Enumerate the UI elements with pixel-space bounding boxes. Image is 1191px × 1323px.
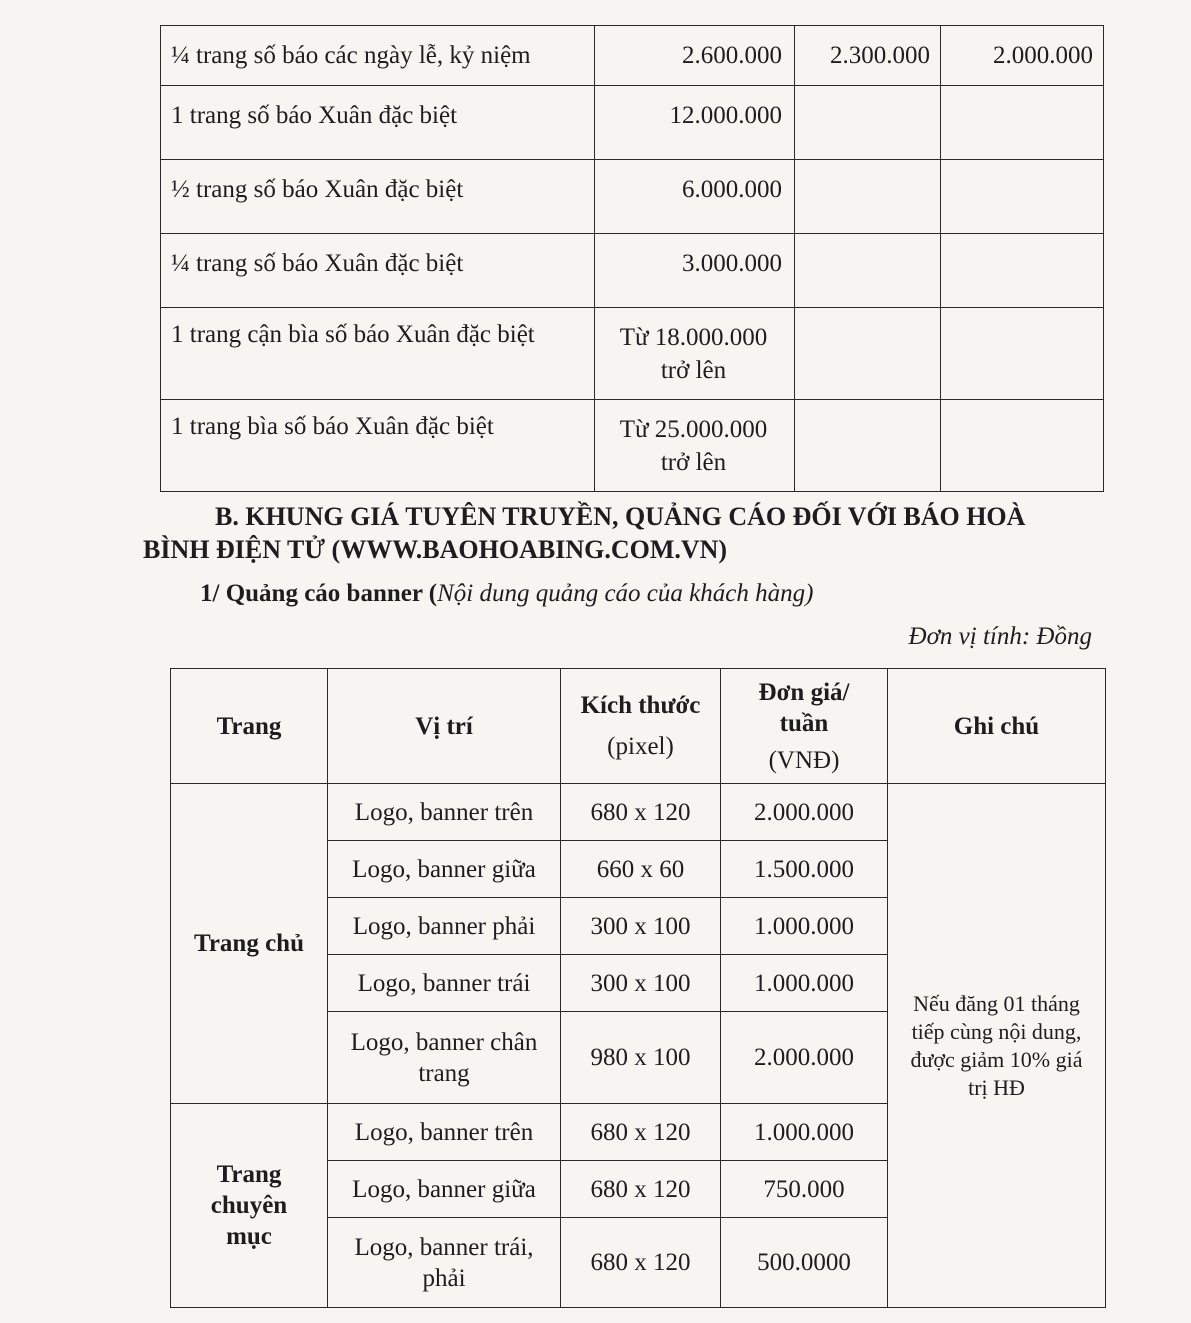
- empty-cell: [941, 400, 1104, 492]
- row-label: 1 trang số báo Xuân đặc biệt: [161, 86, 595, 160]
- page-group-line: Trang: [216, 1161, 282, 1188]
- header-size-unit: (pixel): [607, 733, 674, 760]
- table-row: [161, 160, 1104, 234]
- price-cell: 2.000.000: [721, 1012, 888, 1104]
- print-price-table: [160, 25, 1104, 492]
- table-row: [171, 784, 1106, 841]
- size-cell: 980 x 100: [561, 1012, 721, 1104]
- position-cell: [328, 1218, 561, 1308]
- subsection-title: [200, 580, 813, 608]
- note-line: Nếu đăng 01 tháng: [913, 990, 1080, 1016]
- position-cell: Logo, banner trên: [328, 1104, 561, 1161]
- section-heading: B. KHUNG GIÁ TUYÊN TRUYỀN, QUẢNG CÁO ĐỐI VỚI BÁO HOÀ: [215, 502, 1026, 531]
- size-cell: 300 x 100: [561, 955, 721, 1012]
- size-cell: 660 x 60: [561, 841, 721, 898]
- price-cell: 2.300.000: [795, 26, 941, 86]
- price-cell: 2.000.000: [721, 784, 888, 841]
- price-cell: 1.500.000: [721, 841, 888, 898]
- subsection-note: Nội dung quảng cáo của khách hàng): [437, 580, 814, 607]
- note-cell: [888, 784, 1106, 1308]
- unit-label: Đơn vị tính: Đồng: [908, 623, 1092, 650]
- price-line: trở lên: [660, 357, 727, 384]
- row-label: ¼ trang số báo các ngày lễ, kỷ niệm: [161, 26, 595, 86]
- empty-cell: [941, 234, 1104, 308]
- position-line: Logo, banner trái,: [354, 1233, 534, 1261]
- size-cell: 300 x 100: [561, 898, 721, 955]
- position-cell: [328, 1012, 561, 1104]
- page-group-cell: [171, 1104, 328, 1308]
- price-line: Từ 25.000.000: [619, 416, 768, 443]
- price-line: trở lên: [660, 449, 727, 476]
- table-header-row: [171, 669, 1106, 784]
- position-cell: Logo, banner giữa: [328, 1161, 561, 1218]
- page-group-line: chuyên: [210, 1192, 288, 1219]
- price-cell: 750.000: [721, 1161, 888, 1218]
- price-line: Từ 18.000.000: [619, 324, 768, 351]
- position-cell: Logo, banner phải: [328, 898, 561, 955]
- header-size: [561, 669, 721, 784]
- price-cell: 2.600.000: [595, 26, 795, 86]
- price-cell: 1.000.000: [721, 898, 888, 955]
- header-page: Trang: [171, 669, 328, 784]
- note-line: trị HĐ: [968, 1074, 1025, 1100]
- row-label: 1 trang cận bìa số báo Xuân đặc biệt: [161, 308, 595, 400]
- size-cell: 680 x 120: [561, 784, 721, 841]
- price-cell: 6.000.000: [595, 160, 795, 234]
- table-row: [161, 234, 1104, 308]
- price-cell: 3.000.000: [595, 234, 795, 308]
- price-cell: 2.000.000: [941, 26, 1104, 86]
- price-cell: [595, 308, 795, 400]
- empty-cell: [941, 308, 1104, 400]
- table-row: [161, 308, 1104, 400]
- price-cell: 1.000.000: [721, 955, 888, 1012]
- header-position: Vị trí: [328, 669, 561, 784]
- row-label: ¼ trang số báo Xuân đặc biệt: [161, 234, 595, 308]
- header-size-line: Kích thước: [580, 692, 701, 719]
- empty-cell: [795, 160, 941, 234]
- price-cell: [595, 400, 795, 492]
- empty-cell: [941, 160, 1104, 234]
- header-price-line: tuần: [779, 709, 829, 737]
- position-cell: Logo, banner trên: [328, 784, 561, 841]
- table-row: [161, 86, 1104, 160]
- empty-cell: [795, 400, 941, 492]
- table-row: [161, 400, 1104, 492]
- note-line: được giảm 10% giá: [910, 1046, 1083, 1072]
- position-cell: Logo, banner trái: [328, 955, 561, 1012]
- empty-cell: [941, 86, 1104, 160]
- position-cell: Logo, banner giữa: [328, 841, 561, 898]
- position-line: Logo, banner chân: [350, 1028, 538, 1056]
- header-note: Ghi chú: [888, 669, 1106, 784]
- empty-cell: [795, 234, 941, 308]
- table-row: [161, 26, 1104, 86]
- header-price-line: Đơn giá/: [758, 678, 850, 706]
- position-line: phải: [422, 1264, 466, 1292]
- header-price: [721, 669, 888, 784]
- empty-cell: [795, 86, 941, 160]
- position-line: trang: [418, 1059, 470, 1087]
- page-group-line: mục: [226, 1223, 272, 1250]
- row-label: ½ trang số báo Xuân đặc biệt: [161, 160, 595, 234]
- size-cell: 680 x 120: [561, 1104, 721, 1161]
- price-cell: 12.000.000: [595, 86, 795, 160]
- size-cell: 680 x 120: [561, 1161, 721, 1218]
- section-heading: BÌNH ĐIỆN TỬ (WWW.BAOHOABING.COM.VN): [143, 535, 728, 564]
- empty-cell: [795, 308, 941, 400]
- subsection-number: 1/ Quảng cáo banner (: [200, 580, 438, 607]
- page-group-cell: Trang chủ: [171, 784, 328, 1104]
- note-line: tiếp cùng nội dung,: [911, 1018, 1082, 1044]
- row-label: 1 trang bìa số báo Xuân đặc biệt: [161, 400, 595, 492]
- size-cell: 680 x 120: [561, 1218, 721, 1308]
- price-cell: 500.0000: [721, 1218, 888, 1308]
- banner-price-table: [170, 668, 1106, 1308]
- price-cell: 1.000.000: [721, 1104, 888, 1161]
- header-price-unit: (VNĐ): [768, 746, 840, 774]
